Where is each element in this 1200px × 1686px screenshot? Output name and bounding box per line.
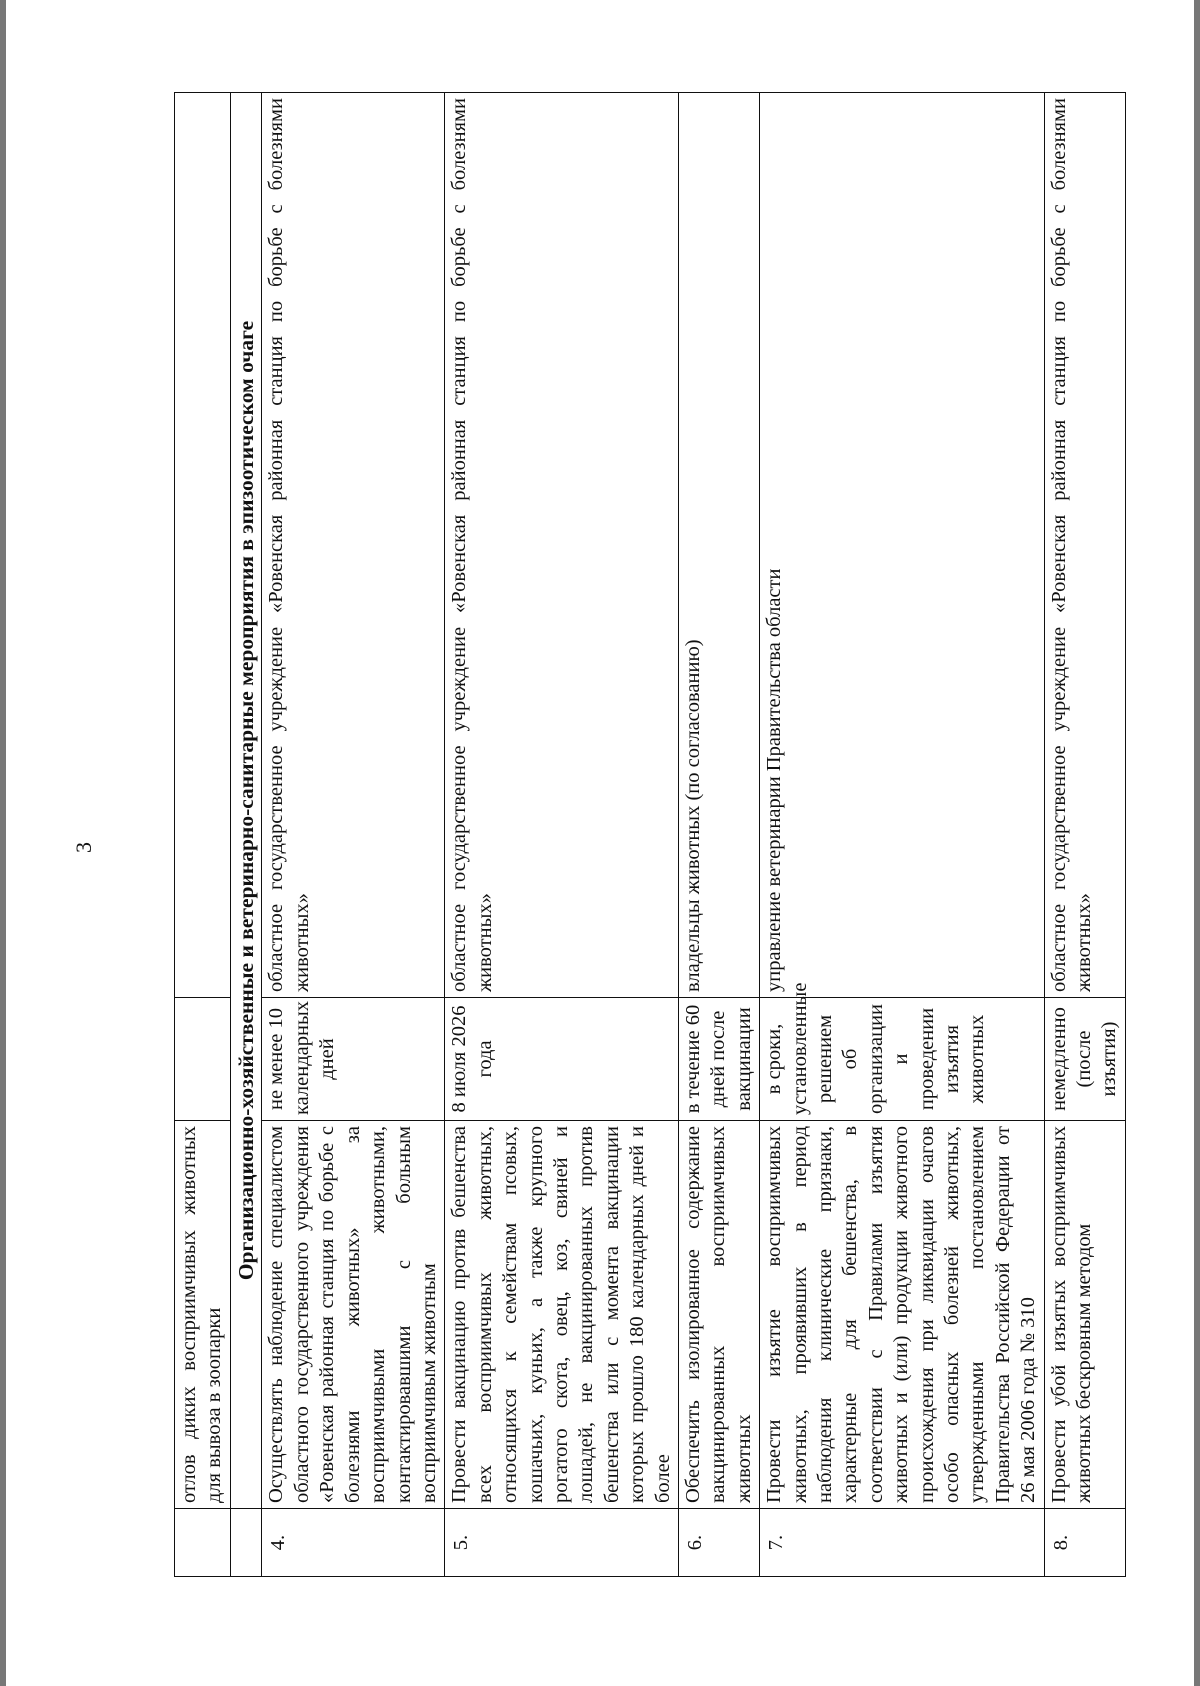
term-text: не менее 10 календарных дней	[262, 998, 445, 1121]
row-number-cell	[230, 1509, 262, 1577]
row-number: 5.	[445, 1509, 679, 1577]
scan-edge-left	[0, 0, 6, 1686]
table-row	[1044, 93, 1125, 1577]
scan-edge-right	[1194, 0, 1200, 1686]
responsible-text: областное государственное учреждение «Ровенская районная станция по борьбе с болезнями животных»	[445, 93, 679, 998]
action-cell: отлов диких восприимчивых животных для вывоза в зоопарки	[175, 1121, 231, 1509]
term-text: немедленно (после изъятия)	[1044, 998, 1125, 1121]
responsible-text: управление ветеринарии Правительства области	[760, 93, 1044, 998]
table-row	[678, 93, 759, 1577]
measures-table	[174, 92, 1126, 1577]
action-text: Провести вакцинацию против бешенства всех восприимчивых животных, относящихся к семействам псовых, кошачьих, куньих, а также крупного рогатого скота, овец, коз, свиней и лошадей, не вакцинированных против бешенства или с момента вакцинации которых прошло 180 календарных дней и более	[445, 1121, 679, 1509]
action-text: Обеспечить изолированное содержание вакцинированных восприимчивых животных	[678, 1121, 759, 1509]
row-number-cell	[175, 1509, 231, 1577]
page-number: 3	[71, 842, 96, 853]
responsible-text: областное государственное учреждение «Ровенская районная станция по борьбе с болезнями животных»	[1044, 93, 1125, 998]
table-row	[445, 93, 679, 1577]
responsible-text: владельцы животных (по согласованию)	[678, 93, 759, 998]
responsible-cell	[175, 93, 231, 998]
term-text: 8 июля 2026 года	[445, 998, 679, 1121]
action-text: Провести убой изъятых восприимчивых животных бескровным методом	[1044, 1121, 1125, 1509]
section-heading: Организационно-хозяйственные и ветеринарно-санитарные мероприятия в эпизоотическом очаге	[230, 93, 262, 1509]
section-heading-row	[230, 93, 262, 1577]
row-number: 6.	[678, 1509, 759, 1577]
row-number: 8.	[1044, 1509, 1125, 1577]
rotated-page-content	[174, 93, 1121, 1577]
action-text: Провести изъятие восприимчивых животных, проявивших в период наблюдения клинические признаки, характерные для бешенства, в соответствии с Правилами изъятия животных и (или) продукции животного происхождения при ликвидации очагов особо опасных болезней животных, утвержденными постановлением Правительства Российской Федерации от 26 мая 2006 года № 310	[760, 1121, 1044, 1509]
table-row	[760, 93, 1044, 1577]
responsible-text: областное государственное учреждение «Ровенская районная станция по борьбе с болезнями животных»	[262, 93, 445, 998]
table-row	[262, 93, 445, 1577]
term-text: в сроки, установленные решением об организации и проведении изъятия животных	[760, 998, 1044, 1121]
table-row-continuation	[175, 93, 231, 1577]
row-number: 7.	[760, 1509, 1044, 1577]
row-number: 4.	[262, 1509, 445, 1577]
term-cell	[175, 998, 231, 1121]
action-text: Осуществлять наблюдение специалистом областного государственного учреждения «Ровенская районная станция по борьбе с болезнями животных» за восприимчивыми животными, контактировавшими с больным восприимчивым животным	[262, 1121, 445, 1509]
term-text: в течение 60 дней после вакцинации	[678, 998, 759, 1121]
